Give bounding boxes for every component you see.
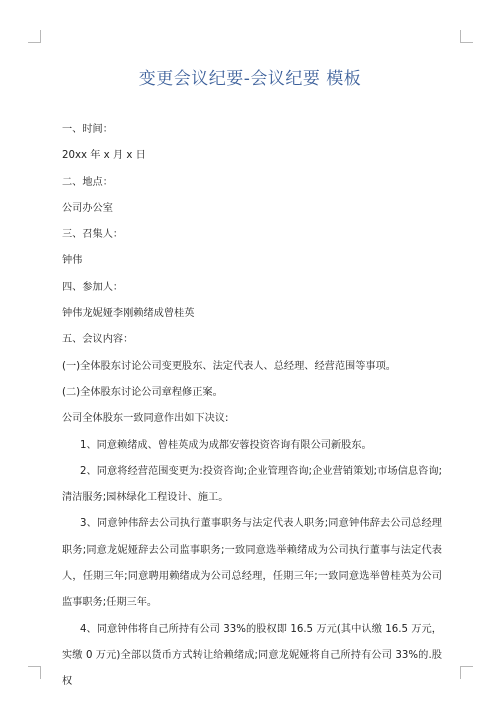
crop-mark-bottom-right [460, 666, 473, 679]
resolution-item-1: 1、同意赖绪成、曾桂英成为成都安蓉投资咨询有限公司新股东。 [80, 439, 372, 451]
crop-mark-top-left [28, 30, 41, 43]
attendees-value: 钟伟龙妮娅李刚赖绪成曾桂英 [62, 308, 195, 320]
resolution-item-3: 3、同意钟伟辞去公司执行董事职务与法定代表人职务;同意钟伟辞去公司总经理职务;同意龙妮娅辞去公司监事职务;一致同意选举赖绪成为公司执行董事与法定代表人，任期三年;同意聘用赖绪成为公司总经理，任期三年;一致同意选举曾桂英为公司监事职务;任期三年。 [62, 518, 442, 609]
document-body [62, 117, 442, 696]
crop-mark-bottom-left [28, 666, 41, 679]
content-item-1: (一)全体股东讨论公司变更股东、法定代表人、总经理、经营范围等事项。 [62, 360, 396, 372]
crop-mark-top-right [460, 30, 473, 43]
section-heading-location: 二、地点： [62, 176, 113, 188]
content-item-2: (二)全体股东讨论公司章程修正案。 [62, 386, 223, 398]
time-value: 20xx 年 x 月 x 日 [62, 150, 146, 162]
document-title: 变更会议纪要-会议纪要 模板 [138, 69, 362, 89]
section-heading-attendees: 四、参加人： [62, 281, 124, 293]
resolution-item-2: 2、同意将经营范围变更为:投资咨询;企业管理咨询;企业营销策划;市场信息咨询;清洁服务;园林绿化工程设计、施工。 [62, 465, 442, 504]
section-heading-time: 一、时间： [62, 124, 113, 135]
resolution-intro: 公司全体股东一致同意作出如下决议: [62, 413, 229, 425]
section-heading-convener: 三、召集人： [62, 229, 124, 241]
section-heading-content: 五、会议内容： [62, 334, 134, 346]
location-value: 公司办公室 [62, 202, 113, 214]
convener-value: 钟伟 [62, 255, 83, 267]
resolution-item-4: 4、同意钟伟将自己所持有公司 33%的股权即 16.5 万元(其中认缴 16.5 万元，实缴 0 万元)全部以货币方式转让给赖绪成;同意龙妮娅将自己所持有公司 33%的.股权 [62, 623, 442, 688]
